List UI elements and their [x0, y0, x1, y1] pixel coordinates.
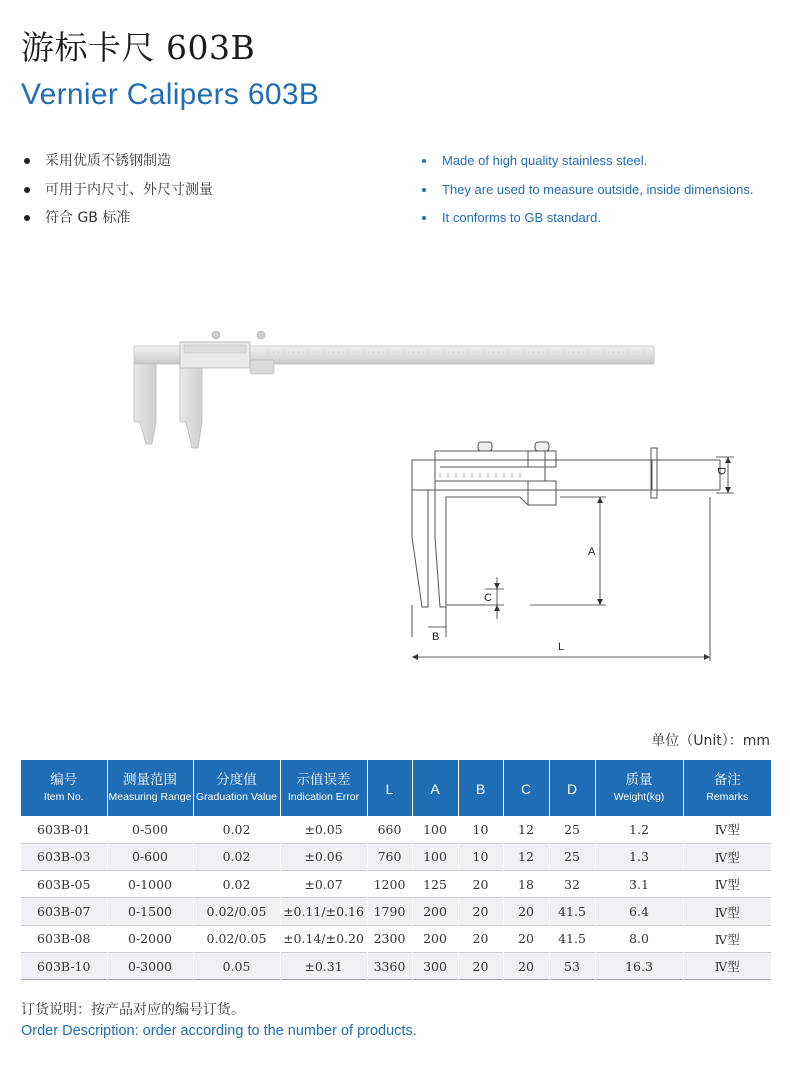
table-cell: 41.5 [549, 898, 595, 925]
col-d: D [549, 760, 595, 816]
table-cell: 10 [458, 843, 503, 870]
table-cell: 20 [458, 925, 503, 952]
table-cell: Ⅳ型 [683, 952, 771, 979]
diagram-label-l: L [558, 641, 565, 653]
col-measuring-range: 测量范围 Measuring Range [107, 760, 193, 816]
table-cell: 20 [503, 925, 549, 952]
col-c: C [503, 760, 549, 816]
table-cell: 20 [458, 952, 503, 979]
col-item-no: 编号 Item No. [21, 760, 107, 816]
caliper-product-image [128, 322, 658, 452]
table-cell: 20 [503, 898, 549, 925]
table-cell: 100 [412, 816, 458, 843]
table-cell: Ⅳ型 [714, 877, 740, 893]
table-cell: 0.02 [193, 843, 280, 870]
table-row [21, 898, 771, 925]
spec-table [21, 760, 771, 980]
table-cell: 603B-03 [21, 843, 107, 870]
diagram-label-c: C [484, 592, 492, 604]
feature-item: 可用于内尺寸、外尺寸测量 [21, 179, 213, 208]
table-cell: 2300 [367, 925, 412, 952]
table-cell: Ⅳ型 [714, 931, 740, 947]
features-list-cn [21, 150, 213, 236]
order-description-cn: 订货说明：按产品对应的编号订货。 [21, 1002, 245, 1018]
table-row [21, 816, 771, 843]
feature-item: It conforms to GB standard. [419, 207, 753, 236]
features-list-en [419, 150, 753, 236]
table-cell: 3.1 [595, 871, 683, 898]
table-cell: ±0.07 [280, 871, 367, 898]
table-cell: 8.0 [595, 925, 683, 952]
table-cell: 603B-07 [21, 898, 107, 925]
table-cell: 1.2 [595, 816, 683, 843]
table-cell: 0.02 [193, 816, 280, 843]
table-cell: ±0.14/±0.20 [280, 925, 367, 952]
table-cell: 603B-05 [21, 871, 107, 898]
table-cell: Ⅳ型 [683, 898, 771, 925]
bullet-icon [422, 188, 426, 192]
table-header-row [21, 760, 771, 816]
col-b: B [458, 760, 503, 816]
table-cell: 0-2000 [107, 925, 193, 952]
table-cell: 18 [503, 871, 549, 898]
unit-label: 单位（Unit）：mm [651, 733, 770, 749]
table-cell: 20 [458, 898, 503, 925]
table-cell: 41.5 [549, 925, 595, 952]
table-cell: 1200 [367, 871, 412, 898]
table-cell: 200 [412, 925, 458, 952]
table-cell: 0-3000 [107, 952, 193, 979]
table-cell: 0.02/0.05 [193, 925, 280, 952]
table-row [21, 871, 771, 898]
table-cell: 0-1000 [107, 871, 193, 898]
table-cell: 25 [549, 843, 595, 870]
table-cell: 603B-08 [21, 925, 107, 952]
table-cell: 760 [367, 843, 412, 870]
bullet-icon [24, 215, 30, 221]
table-cell: 603B-10 [21, 952, 107, 979]
table-cell: 10 [458, 816, 503, 843]
col-weight: 质量 Weight(kg) [595, 760, 683, 816]
order-description-en: Order Description: order according to the number of products. [21, 1023, 417, 1039]
col-graduation: 分度值 Graduation Value [193, 760, 280, 816]
table-cell: 603B-01 [21, 816, 107, 843]
table-cell: ±0.31 [280, 952, 367, 979]
bullet-icon [422, 159, 426, 163]
table-cell: 125 [412, 871, 458, 898]
bullet-icon [24, 187, 30, 193]
table-row [21, 952, 771, 979]
table-cell: 100 [412, 843, 458, 870]
feature-item: They are used to measure outside, inside dimensions. [419, 179, 753, 208]
table-row [21, 843, 771, 870]
page-title-cn: 游标卡尺 603B [21, 28, 256, 67]
table-cell: 0-600 [107, 843, 193, 870]
bullet-icon [422, 216, 426, 220]
table-cell: 20 [458, 871, 503, 898]
table-cell: 200 [412, 898, 458, 925]
table-cell: 1.3 [595, 843, 683, 870]
bullet-icon [24, 158, 30, 164]
table-cell: 300 [412, 952, 458, 979]
table-row [21, 925, 771, 952]
table-cell: 3360 [367, 952, 412, 979]
col-remarks: 备注 Remarks [683, 760, 771, 816]
table-cell: 0-1500 [107, 898, 193, 925]
col-l: L [367, 760, 412, 816]
table-cell: 0.02/0.05 [193, 898, 280, 925]
table-cell: Ⅳ型 [714, 822, 740, 838]
table-cell: 32 [549, 871, 595, 898]
table-cell: 0.05 [193, 952, 280, 979]
feature-item: 符合 GB 标准 [21, 207, 213, 236]
table-cell: 12 [503, 843, 549, 870]
table-cell: 16.3 [595, 952, 683, 979]
page-title-en: Vernier Calipers 603B [21, 78, 320, 111]
table-cell: 25 [549, 816, 595, 843]
col-a: A [412, 760, 458, 816]
table-cell: ±0.06 [280, 843, 367, 870]
table-cell: 0-500 [107, 816, 193, 843]
table-cell: 1790 [367, 898, 412, 925]
diagram-label-d: D [715, 467, 727, 475]
feature-item: Made of high quality stainless steel. [419, 150, 753, 179]
table-cell: Ⅳ型 [683, 843, 771, 870]
table-cell: 660 [367, 816, 412, 843]
table-cell: 20 [503, 952, 549, 979]
table-cell: 6.4 [595, 898, 683, 925]
diagram-label-b: B [432, 631, 440, 643]
table-cell: ±0.11/±0.16 [280, 898, 367, 925]
table-cell: 12 [503, 816, 549, 843]
table-cell: 0.02 [193, 871, 280, 898]
feature-item: 采用优质不锈钢制造 [21, 150, 213, 179]
col-indication-error: 示值误差 Indication Error [280, 760, 367, 816]
table-cell: 53 [549, 952, 595, 979]
dimension-diagram [400, 437, 740, 662]
diagram-label-a: A [588, 546, 596, 558]
table-cell: ±0.05 [280, 816, 367, 843]
